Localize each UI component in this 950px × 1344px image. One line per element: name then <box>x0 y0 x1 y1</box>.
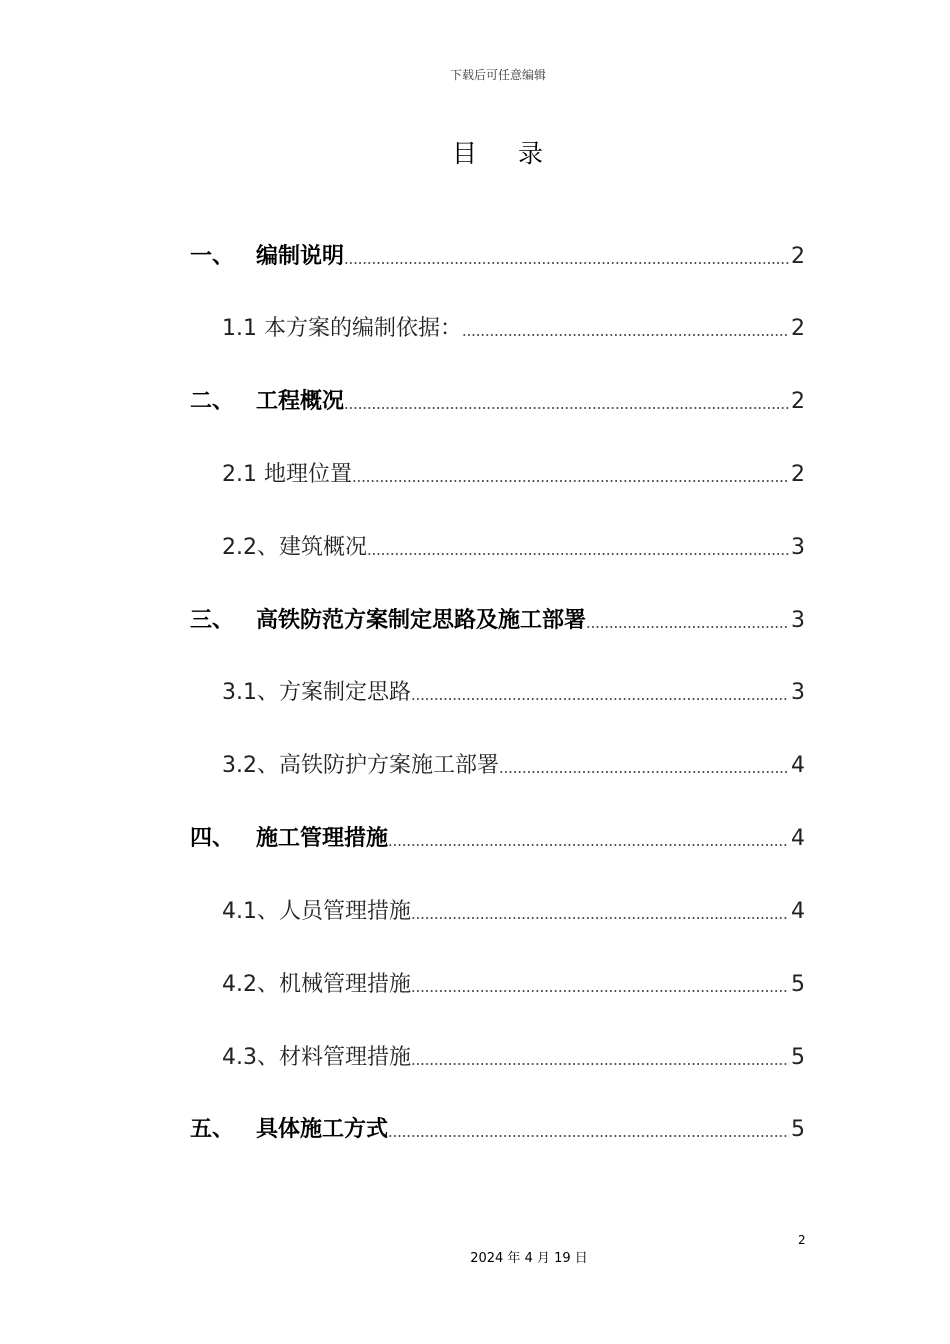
page-number: 2 <box>798 1233 806 1247</box>
toc-title-left: 目 <box>451 139 478 168</box>
toc-dot-leader <box>388 839 789 847</box>
toc-dot-leader <box>344 257 789 265</box>
toc-entry-text: 4.1、人员管理措施 <box>222 899 411 924</box>
toc-entry-number: 二、 <box>190 389 235 414</box>
toc-entry-3-2[interactable] <box>222 750 805 782</box>
toc-entry-page: 5 <box>791 1117 805 1142</box>
toc-entry-text: 编制说明 <box>256 244 345 269</box>
toc-entry-5[interactable] <box>190 1114 805 1146</box>
toc-dot-leader <box>352 475 789 483</box>
toc-entry-page: 5 <box>791 1045 805 1070</box>
toc-entry-text: 1.1 本方案的编制依据： <box>222 316 462 341</box>
toc-entry-1[interactable] <box>190 241 805 273</box>
toc-entry-page: 4 <box>791 753 805 778</box>
toc-dot-leader <box>411 1058 789 1066</box>
toc-entry-number: 三、 <box>190 608 235 633</box>
toc-entry-page: 2 <box>791 462 805 487</box>
toc-dot-leader <box>499 766 789 774</box>
toc-entry-text: 4.3、材料管理措施 <box>222 1045 411 1070</box>
toc-entry-2-2[interactable] <box>222 532 805 564</box>
toc-dot-leader <box>344 402 789 410</box>
toc-dot-leader <box>586 621 789 629</box>
toc-entry-page: 2 <box>791 316 805 341</box>
toc-entry-text: 施工管理措施 <box>256 826 389 851</box>
toc-dot-leader <box>411 693 789 701</box>
toc-entry-text: 工程概况 <box>256 389 345 414</box>
toc-dot-leader <box>388 1130 789 1138</box>
toc-entry-page: 2 <box>791 389 805 414</box>
toc-entry-4-1[interactable] <box>222 896 805 928</box>
toc-entry-number: 四、 <box>190 826 235 851</box>
toc-entry-page: 4 <box>791 826 805 851</box>
toc-entry-number: 五、 <box>190 1117 235 1142</box>
toc-entry-page: 3 <box>791 680 805 705</box>
toc-dot-leader <box>411 985 789 993</box>
toc-entry-text: 3.2、高铁防护方案施工部署 <box>222 753 499 778</box>
toc-entry-4-2[interactable] <box>222 969 805 1001</box>
toc-entry-3[interactable] <box>190 605 805 637</box>
toc-entry-text: 2.2、建筑概况 <box>222 535 367 560</box>
toc-entry-3-1[interactable] <box>222 677 805 709</box>
toc-dot-leader <box>367 548 789 556</box>
toc-entry-1-1[interactable] <box>222 313 805 345</box>
toc-entry-4-3[interactable] <box>222 1042 805 1074</box>
toc-entry-2-1[interactable] <box>222 459 805 491</box>
toc-entry-page: 4 <box>791 899 805 924</box>
toc-entry-text: 高铁防范方案制定思路及施工部署 <box>256 608 587 633</box>
toc-entry-2[interactable] <box>190 386 805 418</box>
toc-entry-text: 4.2、机械管理措施 <box>222 972 411 997</box>
toc-entry-page: 3 <box>791 535 805 560</box>
toc-entry-page: 3 <box>791 608 805 633</box>
toc-title-right: 录 <box>518 139 545 168</box>
toc-entry-4[interactable] <box>190 823 805 855</box>
footer-date: 2024 年 4 月 19 日 <box>470 1251 588 1266</box>
toc-entry-number: 一、 <box>190 244 235 269</box>
toc-dot-leader <box>462 329 789 337</box>
toc-entry-page: 2 <box>791 244 805 269</box>
toc-entry-text: 具体施工方式 <box>256 1117 389 1142</box>
toc-entry-text: 3.1、方案制定思路 <box>222 680 411 705</box>
toc-entry-text: 2.1 地理位置 <box>222 462 352 487</box>
toc-entry-page: 5 <box>791 972 805 997</box>
header-note: 下载后可任意编辑 <box>449 68 546 82</box>
toc-dot-leader <box>411 912 789 920</box>
